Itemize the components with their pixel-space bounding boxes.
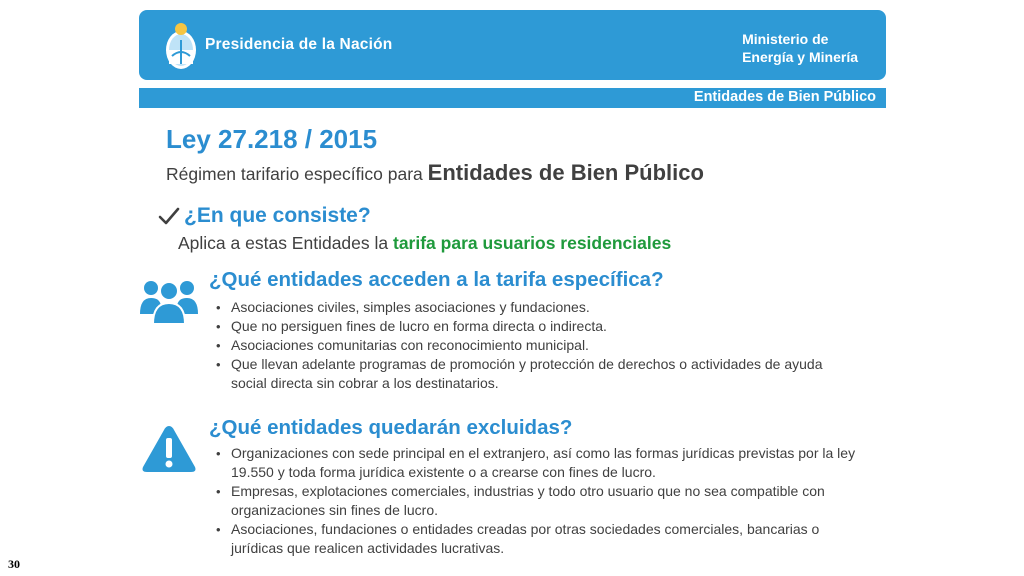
question-1-title: ¿En que consiste? (184, 204, 371, 227)
ministerio-line-2: Energía y Minería (742, 49, 858, 65)
argentina-coat-of-arms-icon (161, 20, 201, 72)
warning-icon (141, 424, 197, 474)
subtitle-highlight: Entidades de Bien Público (427, 160, 704, 185)
list-item: • Asociaciones civiles, simples asociaciones y fundaciones. (216, 298, 861, 317)
section-tag-bar (139, 88, 886, 108)
excluded-section-title: ¿Qué entidades quedarán excluidas? (209, 416, 573, 439)
subtitle (166, 160, 704, 186)
page-title: Ley 27.218 / 2015 (166, 124, 378, 154)
subtitle-prefix: Régimen tarifario específico para (166, 164, 428, 184)
excluded-list (216, 444, 861, 558)
list-item: • Que llevan adelante programas de promoción y protección de derechos o actividades de ayuda social directa sin cobrar a los destinatarios. (216, 355, 861, 393)
ministerio-label (742, 30, 858, 66)
list-item: • Asociaciones, fundaciones o entidades creadas por otras sociedades comerciales, bancarias o jurídicas que realicen actividades lucrativas. (216, 520, 861, 558)
list-item: • Que no persiguen fines de lucro en forma directa o indirecta. (216, 317, 861, 336)
list-item: • Organizaciones con sede principal en el extranjero, así como las formas jurídicas previstas por la ley 19.550 y toda forma jurídica existente o a crearse con fines de lucro. (216, 444, 861, 482)
checkmark-icon (158, 206, 180, 226)
list-item: • Empresas, explotaciones comerciales, industrias y todo otro usuario que no sea compatible con organizaciones sin fines de lucro. (216, 482, 861, 520)
presidencia-label: Presidencia de la Nación (205, 36, 393, 53)
access-section-title: ¿Qué entidades acceden a la tarifa específica? (209, 268, 664, 291)
list-item: • Asociaciones comunitarias con reconocimiento municipal. (216, 336, 861, 355)
ministerio-line-1: Ministerio de (742, 31, 829, 47)
access-list (216, 298, 861, 393)
people-group-icon (140, 274, 198, 324)
question-1-answer (178, 233, 671, 254)
header-banner (139, 10, 886, 80)
page-number: 30 (8, 557, 20, 571)
section-tag-label: Entidades de Bien Público (693, 89, 876, 105)
question-1-answer-highlight: tarifa para usuarios residenciales (393, 233, 672, 253)
question-1-answer-prefix: Aplica a estas Entidades la (178, 233, 393, 253)
